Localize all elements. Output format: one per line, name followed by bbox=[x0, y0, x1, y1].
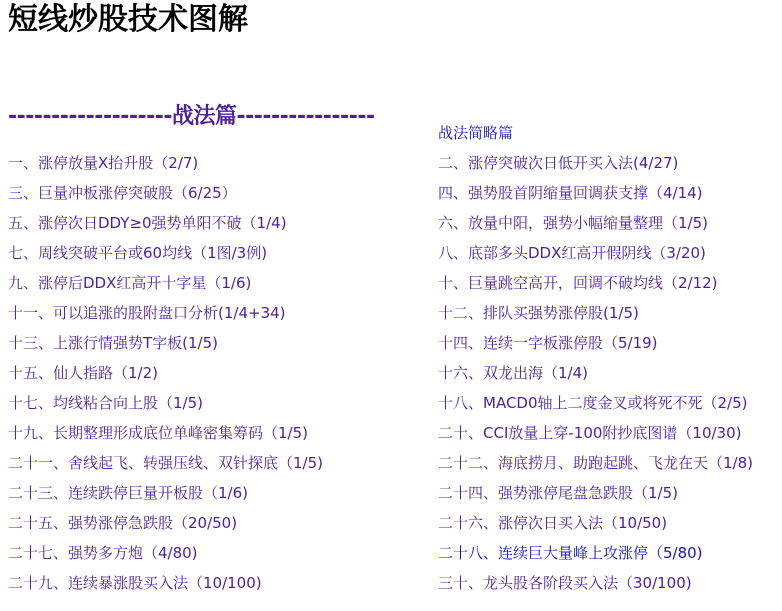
strategy-link-17[interactable]: 十七、均线粘合向上股（1/5) bbox=[8, 394, 203, 412]
strategy-link-12[interactable]: 十二、排队买强势涨停股(1/5) bbox=[438, 304, 639, 322]
right-strategy-list bbox=[438, 148, 782, 598]
strategy-link-11[interactable]: 十一、可以追涨的股附盘口分析(1/4+34) bbox=[8, 304, 286, 322]
strategy-link-22[interactable]: 二十二、海底捞月、助跑起跳、飞龙在天（1/8) bbox=[438, 454, 753, 472]
strategy-link-25[interactable]: 二十五、强势涨停急跌股（20/50) bbox=[8, 514, 238, 532]
section-header-zhanfa: -------------------战法篇---------------- bbox=[8, 104, 375, 129]
strategy-link-5[interactable]: 五、涨停次日DDY≥0强势单阳不破（1/4) bbox=[8, 214, 287, 232]
strategy-link-1[interactable]: 一、涨停放量X抬升股（2/7) bbox=[8, 154, 199, 172]
strategy-link-8[interactable]: 八、底部多头DDX红高开假阴线（3/20) bbox=[438, 244, 706, 262]
strategy-link-26[interactable]: 二十六、涨停次日买入法（10/50) bbox=[438, 514, 668, 532]
strategy-link-18[interactable]: 十八、MACD0轴上二度金叉或将死不死（2/5) bbox=[438, 394, 748, 412]
strategy-link-14[interactable]: 十四、连续一字板涨停股（5/19) bbox=[438, 334, 658, 352]
strategy-link-6[interactable]: 六、放量中阳，强势小幅缩量整理（1/5) bbox=[438, 214, 708, 232]
strategy-link-30[interactable]: 三十、龙头股各阶段买入法（30/100) bbox=[438, 574, 692, 592]
strategy-link-10[interactable]: 十、巨量跳空高开，回调不破均线（2/12) bbox=[438, 274, 718, 292]
strategy-link-3[interactable]: 三、巨量冲板涨停突破股（6/25） bbox=[8, 184, 237, 202]
page-title: 短线炒股技术图解 bbox=[8, 2, 248, 37]
brief-strategy-link[interactable]: 战法简略篇 bbox=[438, 124, 514, 142]
strategy-link-27[interactable]: 二十七、强势多方炮（4/80) bbox=[8, 544, 198, 562]
strategy-link-9[interactable]: 九、涨停后DDX红高开十字星（1/6) bbox=[8, 274, 252, 292]
strategy-link-13[interactable]: 十三、上涨行情强势T字板(1/5) bbox=[8, 334, 219, 352]
strategy-link-21[interactable]: 二十一、舍线起飞、转强压线、双针探底（1/5) bbox=[8, 454, 323, 472]
strategy-link-2[interactable]: 二、涨停突破次日低开买入法(4/27) bbox=[438, 154, 679, 172]
strategy-link-23[interactable]: 二十三、连续跌停巨量开板股（1/6) bbox=[8, 484, 248, 502]
strategy-link-29[interactable]: 二十九、连续暴涨股买入法（10/100) bbox=[8, 574, 262, 592]
strategy-link-19[interactable]: 十九、长期整理形成底位单峰密集筹码（1/5) bbox=[8, 424, 308, 442]
strategy-link-15[interactable]: 十五、仙人指路（1/2) bbox=[8, 364, 158, 382]
strategy-link-16[interactable]: 十六、双龙出海（1/4) bbox=[438, 364, 588, 382]
strategy-link-24[interactable]: 二十四、强势涨停尾盘急跌股（1/5) bbox=[438, 484, 678, 502]
left-strategy-list bbox=[8, 148, 433, 598]
strategy-link-20[interactable]: 二十、CCI放量上穿-100附抄底图谱（10/30) bbox=[438, 424, 742, 442]
strategy-link-4[interactable]: 四、强势股首阴缩量回调获支撑（4/14) bbox=[438, 184, 703, 202]
strategy-link-7[interactable]: 七、周线突破平台或60均线（1图/3例) bbox=[8, 244, 268, 262]
strategy-link-28[interactable]: 二十八、连续巨大量峰上攻涨停（5/80) bbox=[438, 544, 703, 562]
